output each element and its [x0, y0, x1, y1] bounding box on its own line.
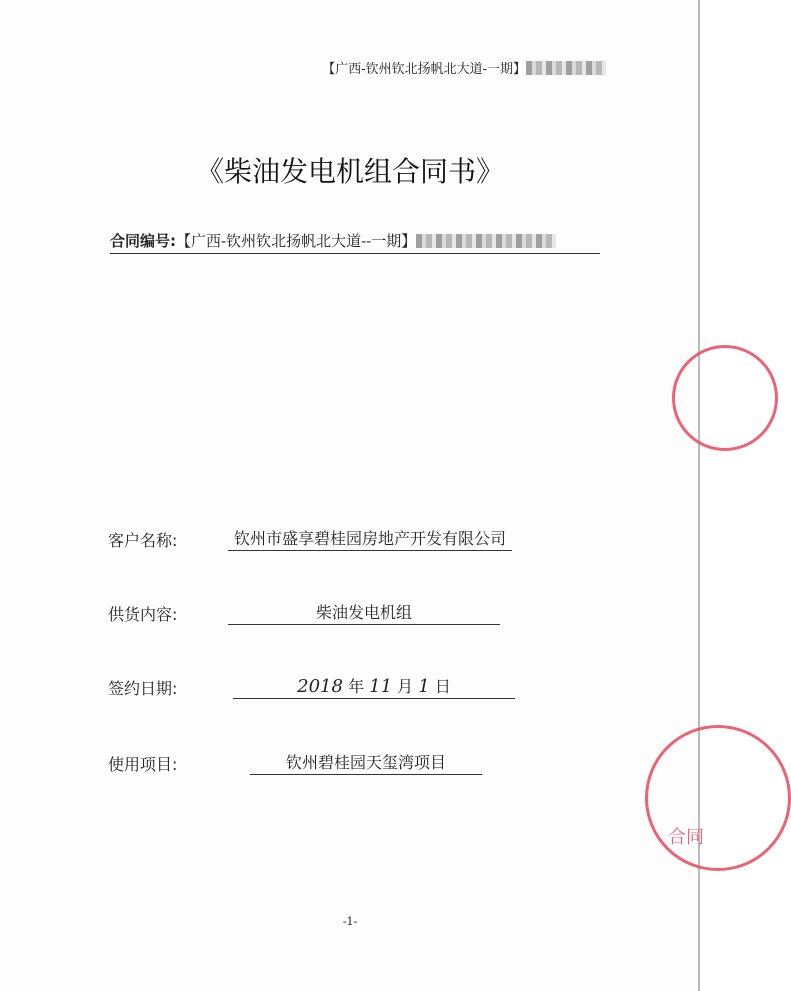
redacted-number — [526, 61, 606, 75]
project-name: 钦州碧桂园天玺湾项目 — [250, 750, 482, 775]
date-year-unit: 年 — [348, 677, 365, 696]
date-day-unit: 日 — [434, 677, 451, 696]
company-seal-bottom — [645, 725, 791, 871]
field-date — [108, 674, 515, 699]
field-customer — [108, 526, 512, 551]
document-title: 《柴油发电机组合同书》 — [195, 155, 504, 188]
date-month-unit: 月 — [397, 677, 414, 696]
date-day: 1 — [418, 676, 430, 697]
date-month: 11 — [369, 676, 393, 697]
contract-number-value: 【广西-钦州钦北扬帆北大道--一期】 — [176, 232, 417, 250]
company-seal-top — [672, 345, 778, 451]
field-label: 供货内容: — [108, 605, 178, 624]
redacted-number — [416, 234, 556, 248]
seal-text: 合同 — [668, 827, 704, 848]
customer-name: 钦州市盛享碧桂园房地产开发有限公司 — [228, 526, 512, 551]
field-label: 签约日期: — [108, 679, 178, 698]
header-ref-text: 【广西-钦州钦北扬帆北大道-一期】 — [322, 62, 526, 77]
supply-content: 柴油发电机组 — [228, 600, 500, 625]
sign-date — [233, 674, 515, 699]
field-project — [108, 750, 482, 775]
date-year: 2018 — [297, 676, 343, 697]
field-label: 客户名称: — [108, 531, 178, 550]
contract-number-label: 合同编号: — [110, 232, 176, 250]
field-label: 使用项目: — [108, 755, 178, 774]
header-contract-ref — [322, 58, 606, 77]
field-supply — [108, 600, 500, 625]
page-number: -1- — [342, 915, 358, 928]
contract-number-line — [110, 230, 600, 254]
